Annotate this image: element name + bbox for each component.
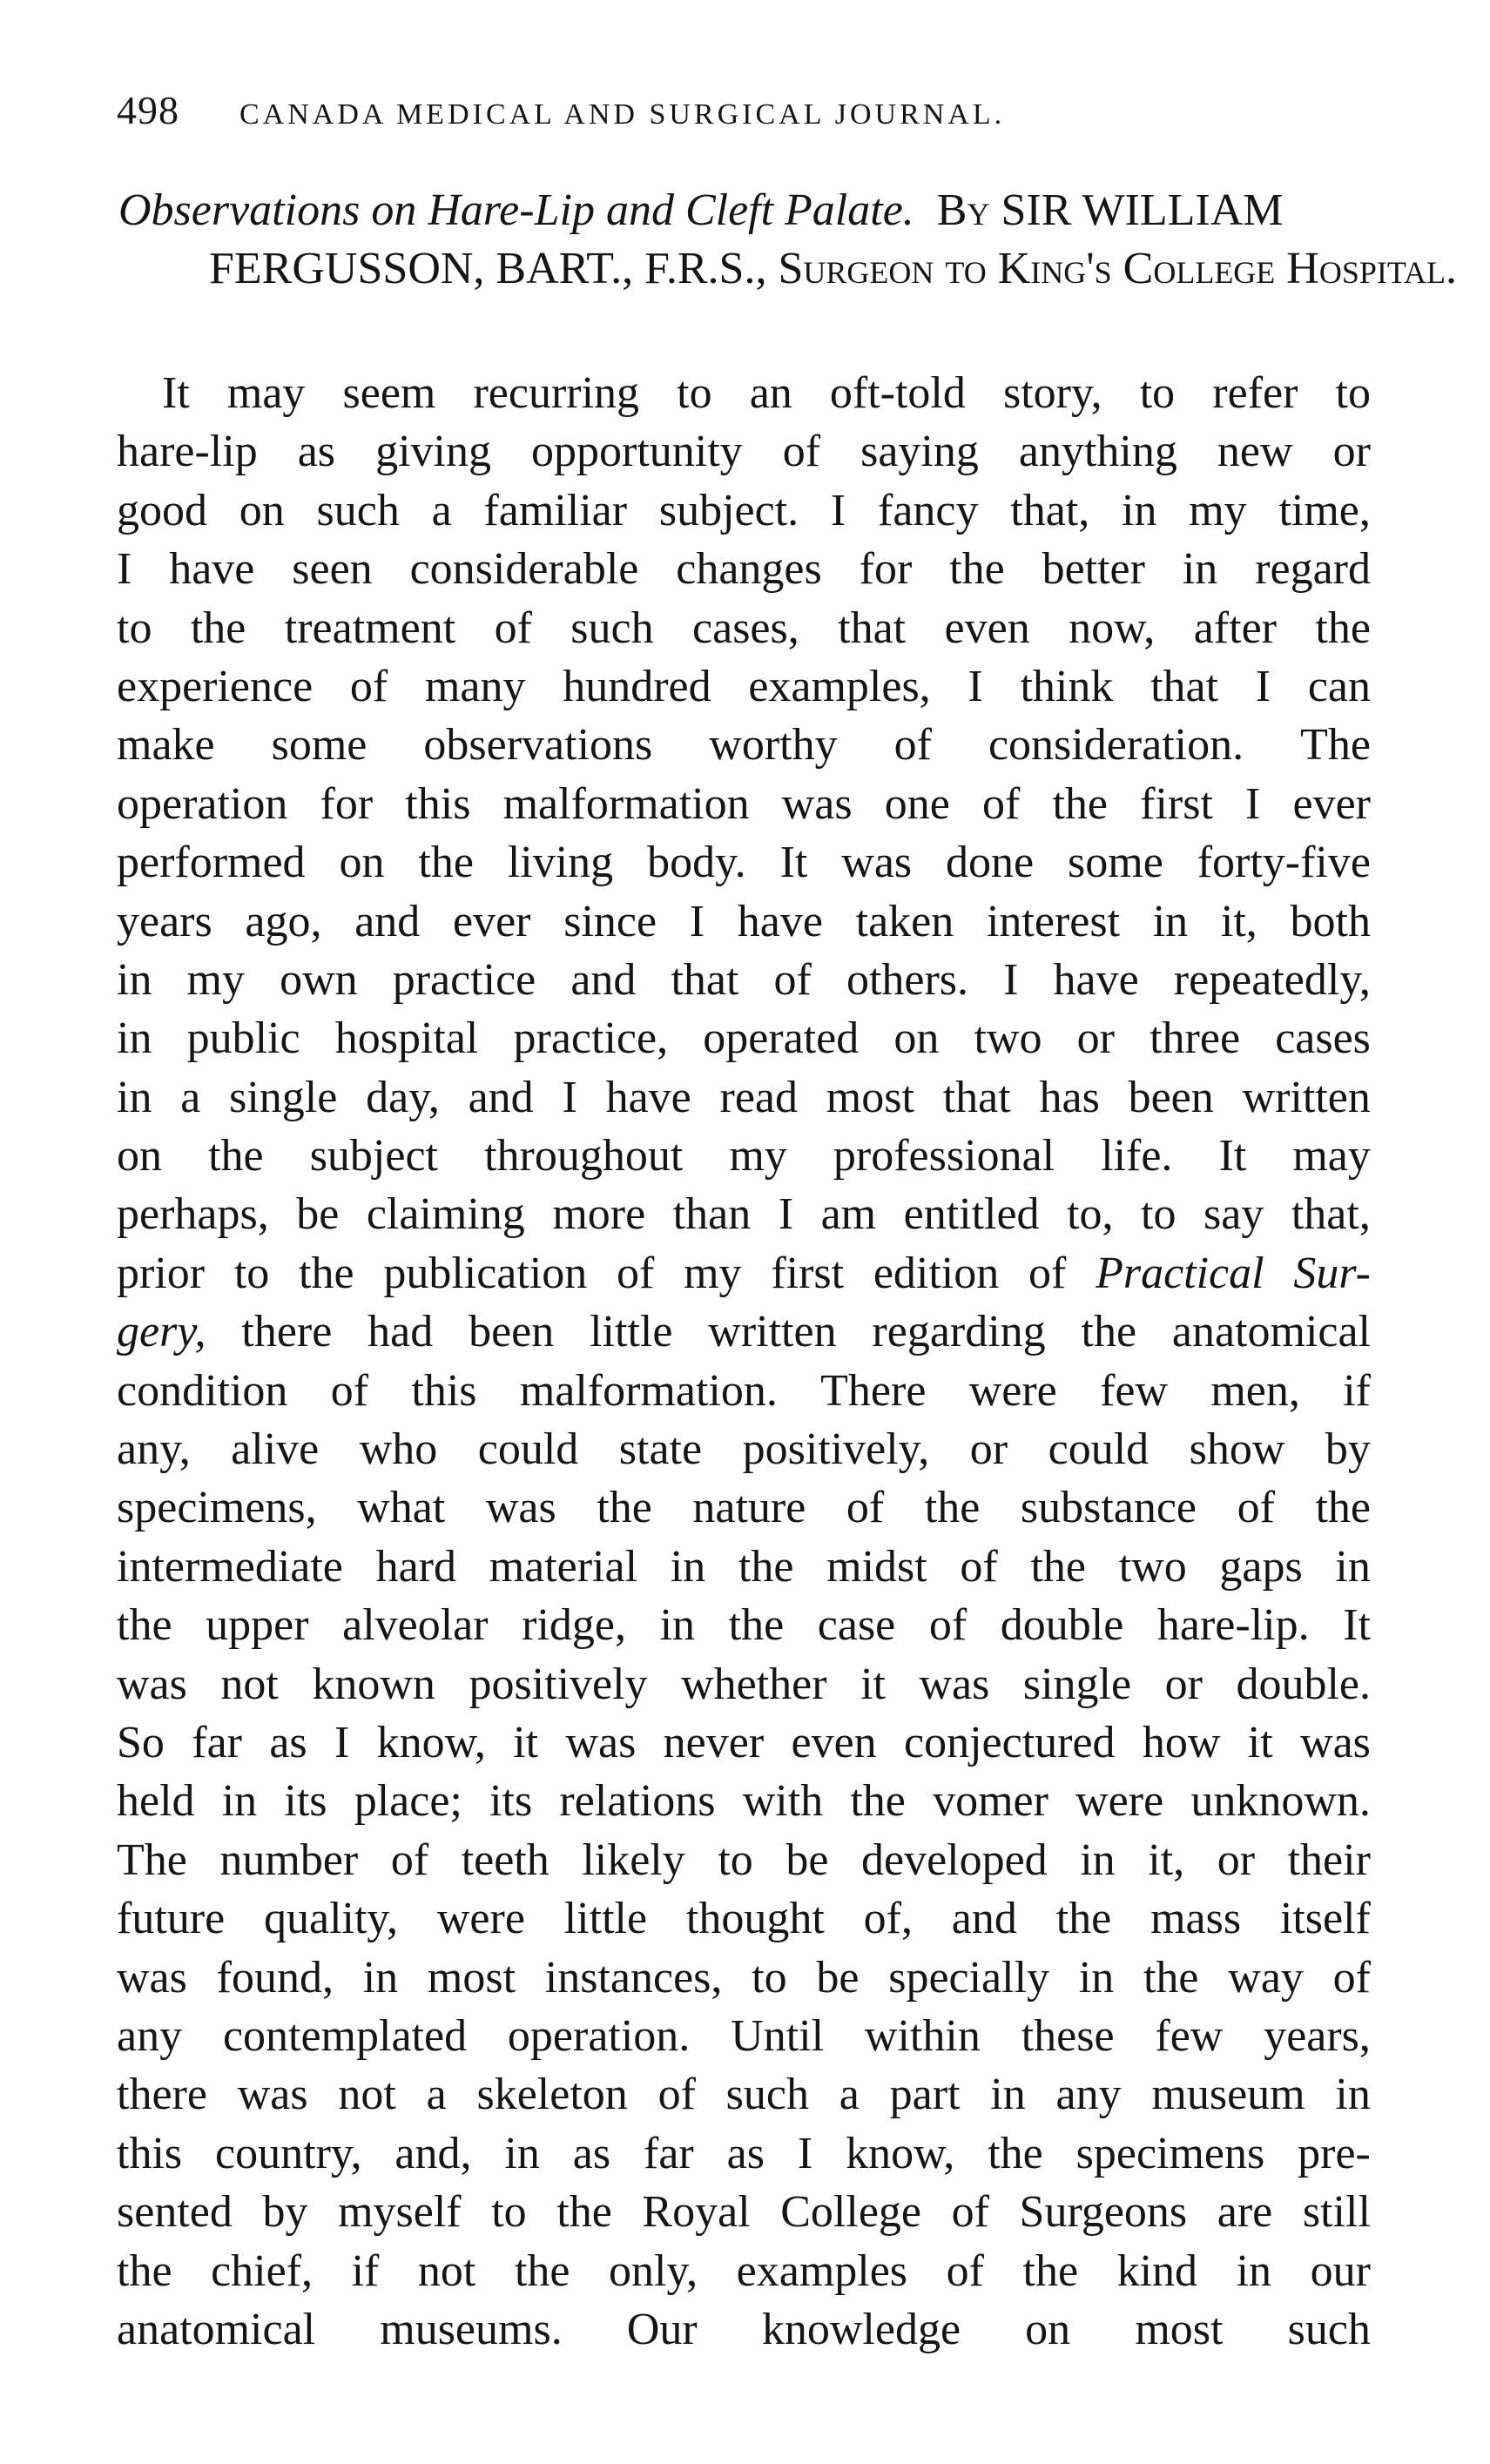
- body-line: performed on the living body. It was done some forty-five: [117, 838, 1371, 888]
- body-line: perhaps, be claiming more than I am entitled to, to say that,: [117, 1189, 1371, 1240]
- body-line: held in its place; its relations with the vomer were unknown.: [117, 1776, 1371, 1827]
- body-line: was found, in most instances, to be specially in the way of: [117, 1952, 1371, 2003]
- body-line: sented by myself to the Royal College of Surgeons are still: [117, 2187, 1371, 2238]
- body-line: in public hospital practice, operated on two or three cases: [117, 1013, 1371, 1064]
- article-heading: [118, 181, 1463, 298]
- body-line: to the treatment of such cases, that even now, after the: [117, 603, 1371, 653]
- article-title: Observations on Hare-Lip and Cleft Palate.: [118, 185, 914, 235]
- body-line: specimens, what was the nature of the substance of the: [117, 1483, 1371, 1533]
- body-line: any, alive who could state positively, or could show by: [117, 1424, 1371, 1475]
- article-body: [117, 364, 1371, 2359]
- body-line: anatomical museums. Our knowledge on most such: [117, 2304, 1371, 2354]
- body-line: years ago, and ever since I have taken interest in it, both: [117, 896, 1371, 946]
- body-line: on the subject throughout my professional life. It may: [117, 1131, 1371, 1182]
- body-line: operation for this malformation was one of the first I ever: [117, 778, 1371, 829]
- running-head: [117, 87, 1371, 139]
- body-line: future quality, were little thought of, and the mass itself: [117, 1894, 1371, 1944]
- body-line: this country, and, in as far as I know, the specimens pre-: [117, 2128, 1371, 2178]
- body-line: condition of this malformation. There were few men, if: [117, 1365, 1371, 1416]
- body-line: in my own practice and that of others. I have repeatedly,: [117, 954, 1371, 1005]
- body-line: in a single day, and I have read most that has been written: [117, 1072, 1371, 1122]
- body-line: make some observations worthy of consideration. The: [117, 720, 1371, 771]
- body-line: I have seen considerable changes for the better in regard: [117, 544, 1371, 595]
- page-number: 498: [117, 88, 179, 132]
- body-line: hare-lip as giving opportunity of saying anything new or: [117, 427, 1371, 477]
- journal-title: CANADA MEDICAL AND SURGICAL JOURNAL.: [239, 98, 1006, 131]
- body-line: any contemplated operation. Until within these few years,: [117, 2010, 1371, 2061]
- body-line: was not known positively whether it was single or double.: [117, 1659, 1371, 1709]
- body-line: prior to the publication of my first edition of Practical Sur-: [117, 1248, 1371, 1298]
- body-line: experience of many hundred examples, I think that I can: [117, 661, 1371, 711]
- body-line: the upper alveolar ridge, in the case of double hare-lip. It: [117, 1600, 1371, 1651]
- body-line: there was not a skeleton of such a part in any museum in: [117, 2070, 1371, 2120]
- article-byline: By SIR WILLIAM FERGUSSON, BART., F.R.S., Surgeon to King's College Hospital.: [209, 185, 1457, 293]
- body-line: good on such a familiar subject. I fancy that, in my time,: [117, 485, 1371, 535]
- body-line: the chief, if not the only, examples of the kind in our: [117, 2245, 1371, 2296]
- body-line: The number of teeth likely to be developed in it, or their: [117, 1835, 1371, 1885]
- body-line: So far as I know, it was never even conjectured how it was: [117, 1717, 1371, 1767]
- body-line: It may seem recurring to an oft-told story, to refer to: [162, 368, 1371, 418]
- body-line: intermediate hard material in the midst of the two gaps in: [117, 1541, 1371, 1592]
- body-line: gery, there had been little written regarding the anatomical: [117, 1307, 1371, 1357]
